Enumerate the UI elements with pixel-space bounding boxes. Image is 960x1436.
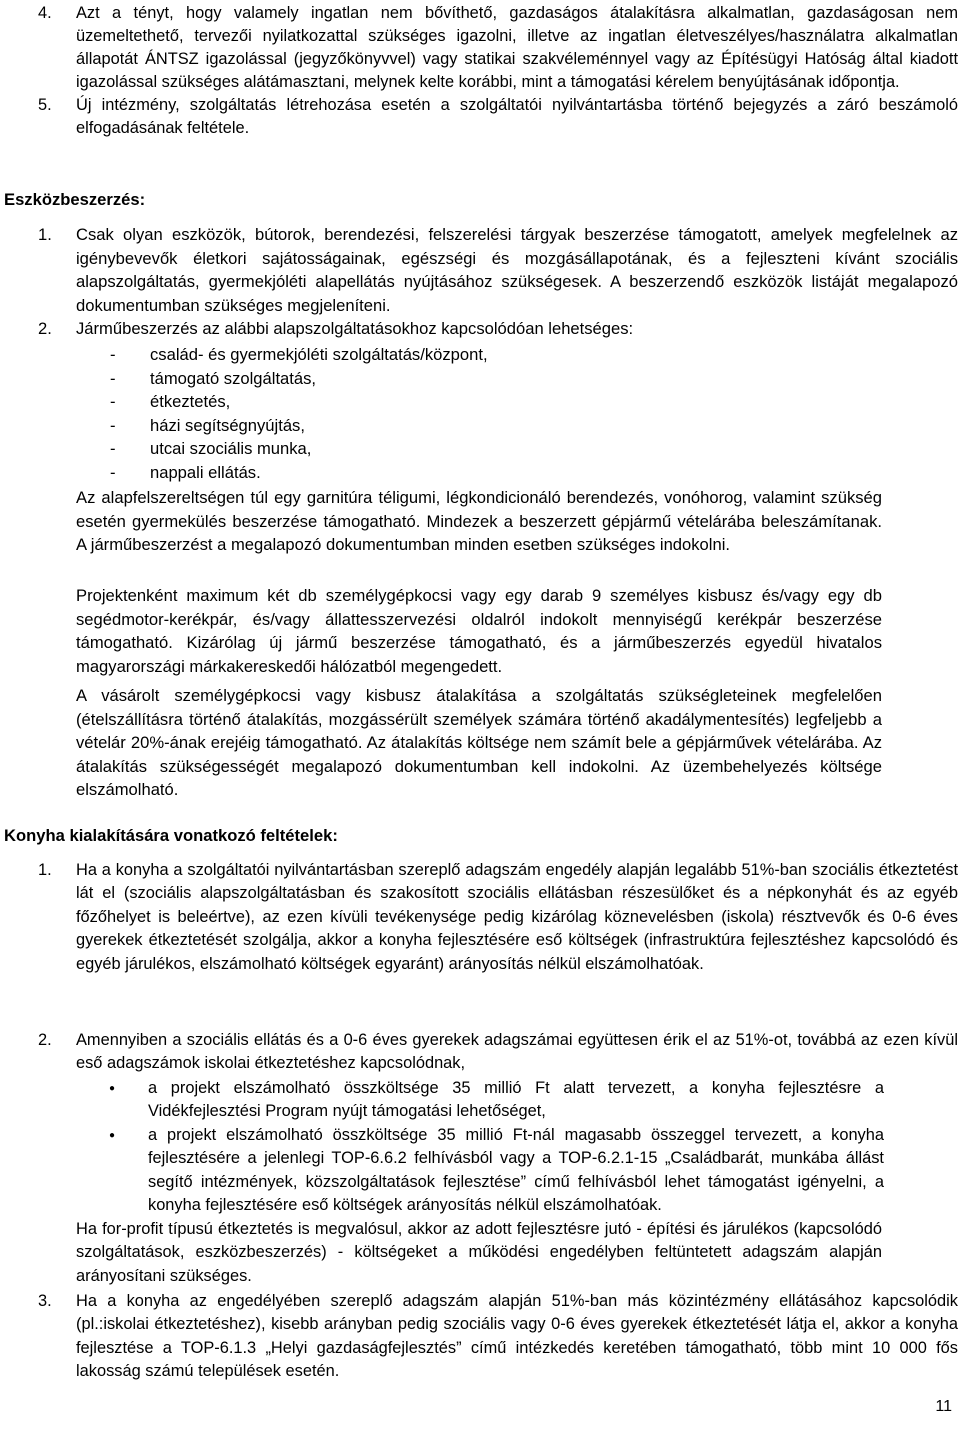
item-number: 3. <box>38 1292 52 1310</box>
vehicle-paragraph-2: Projektenként maximum két db személygépkocsi vagy egy darab 9 személyes kisbusz és/vagy egy db segédmotor-kerékpár, és/vagy állattesszervezési oldalról indokolt mennyiségű kerékpár beszerzése támogatható. Kizárólag új jármű beszerzése támogatható, és a járműbeszerzés egyedül hivatalos magyarországi márkakereskedői hálózatból megengedett. <box>76 586 882 676</box>
item-text: Járműbeszerzés az alábbi alapszolgáltatásokhoz kapcsolódóan lehetséges: <box>76 319 634 339</box>
item-body <box>76 317 960 341</box>
list-item <box>0 223 960 317</box>
item-number: 5. <box>38 96 52 114</box>
vehicle-paragraph-3: A vásárolt személygépkocsi vagy kisbusz átalakítása a szolgáltatás szükségleteinek megfelelően (ételszállításra történő átalakítás, mozgássérült személyek számára történő akadálymentesítés) legfeljebb a vételár 20%-ának erejéig támogatható. Az átalakítás költsége nem számít bele a gépjárművek vételárába. Az átalakítás szükségességét megalapozó dokumentumban kell indokolni. Az üzembehelyezés költsége elszámolható. <box>76 686 882 800</box>
vehicle-paragraph-1: Az alapfelszereltségen túl egy garnitúra téligumi, légkondicionáló berendezés, vonóhorog, valamint szükség esetén gyermekülés beszerzése támogatható. Mindezek a beszerzett gépjármű vételárába beleszámítanak. A járműbeszerzést a megalapozó dokumentumban minden esetben szükséges indokolni. <box>76 488 882 555</box>
top-numbered-list <box>0 2 960 140</box>
list-item: ● a projekt elszámolható összköltsége 35 millió Ft-nál magasabb összeggel tervezett, a konyha fejlesztésére a jelenlegi TOP-6.6.2 felhívásból vagy a TOP-6.2.1-15 „Családbarát, munkába állást segítő intézmények, közszolgáltatások fejlesztése” című felhívásból lehet támogatást igényelni, a konyha fejlesztésére eső költségek arányosítás nélkül elszámolhatóak. <box>76 1124 884 1218</box>
eszkoz-numbered-list <box>0 223 960 341</box>
item-text: Csak olyan eszközök, bútorok, berendezési, felszerelési tárgyak beszerzése támogatott, amelyek megfelelnek az igénybevevők életkori sajátosságainak, egészségi és mozgásállapotának, és a fejleszteni kívánt szociális alapszolgáltatás, gyermekjóléti alapellátás nyújtásához szükségesek. A beszerzendő eszközök listáját megalapozó dokumentumban szükséges megjeleníteni. <box>76 225 958 315</box>
konyha-numbered-list <box>0 859 960 976</box>
konyha-item-2-followup: Ha for-profit típusú étkeztetés is megvalósul, akkor az adott fejlesztésre jutó - építési és járulékos (kapcsolódó szolgáltatások, eszközbeszerzés) - költségeket a működési engedélyben feltüntetett adagszám alapján arányosítani szükséges. <box>76 1220 882 1285</box>
item-text: Azt a tényt, hogy valamely ingatlan nem bővíthető, gazdaságos átalakításra alkalmatlan, gazdaságosan nem üzemeltethető, tervezői nyilatkozattal szükséges igazolni, illetve az ingatlan életveszélyes/használatra alkalmatlan állapotát ÁNTSZ igazolással (jegyzőkönyvvel) vagy statikai szakvéleménnyel vagy az Építésügyi Hatóság által kiadott igazolással szükséges alátámasztani, melynek kelte korábbi, mint a támogatási kérelem benyújtásának időpontja. <box>76 4 958 91</box>
item-text: Új intézmény, szolgáltatás létrehozása esetén a szolgáltatói nyilvántartásba történő bejegyzés a záró beszámoló elfogadásának feltétele. <box>76 96 958 137</box>
page-number: 11 <box>935 1398 952 1415</box>
bullet-icon: ● <box>108 1083 116 1094</box>
item-number: 2. <box>38 1031 52 1049</box>
list-item: - nappali ellátás. <box>110 462 261 482</box>
section-heading-eszkozbeszerzes: Eszközbeszerzés: <box>4 190 146 209</box>
list-item: - család- és gyermekjóléti szolgáltatás/központ, <box>110 345 488 364</box>
vehicle-service-list <box>0 343 960 485</box>
item-text: Ha a konyha a szolgáltatói nyilvántartásban szereplő adagszám engedély alapján legalább 51%-ban szociális étkeztetést lát el (szociális alapszolgáltatásban és szakosított szociális ellátásban részesülőket és a népkonyhát és az egyéb főzőhelyet is beleértve), az ezen kívüli tevékenysége pedig kizárólag köznevelésben (iskola) résztvevők és 0-6 éves gyerekek étkeztetését szolgálja, akkor a konyha fejlesztésére eső költségek (infrastruktúra fejlesztéshez kapcsolódó és egyéb járulékos, elszámolható költségek egyaránt) arányosítás nélkül elszámolhatóak. <box>76 861 958 973</box>
item-number: 4. <box>38 4 52 22</box>
list-item <box>0 94 960 140</box>
list-item: ● a projekt elszámolható összköltsége 35 millió Ft alatt tervezett, a konyha fejlesztésre a Vidékfejlesztési Program nyújt támogatási lehetőséget, <box>76 1077 884 1124</box>
konyha-item-3 <box>0 1290 960 1384</box>
item-number: 2. <box>38 319 52 339</box>
section-heading-konyha: Konyha kialakítására vonatkozó feltételek: <box>4 826 338 845</box>
konyha-item-2 <box>0 1029 960 1076</box>
item-number: 1. <box>38 225 52 244</box>
list-item <box>0 2 960 94</box>
list-item: - utcai szociális munka, <box>110 439 312 459</box>
konyha-bullet-list <box>0 1077 884 1217</box>
list-item: - étkeztetés, <box>110 392 231 412</box>
item-number: 1. <box>38 861 52 879</box>
item-text: Amennyiben a szociális ellátás és a 0-6 éves gyerekek adagszámai együttesen érik el az 51%-ot, továbbá az ezen kívül eső adagszámok iskolai étkeztetéshez kapcsolódnak, <box>76 1031 958 1073</box>
list-item <box>0 1029 960 1076</box>
list-item <box>0 317 960 341</box>
list-item <box>0 859 960 976</box>
list-item: - támogató szolgáltatás, <box>110 368 317 388</box>
list-item: - házi segítségnyújtás, <box>110 415 305 435</box>
list-item <box>0 1290 960 1384</box>
item-text: Ha a konyha az engedélyében szereplő adagszám alapján 51%-ban más közintézmény ellátásához kapcsolódik (pl.:iskolai étkeztetéshez), kisebb arányban pedig szociális vagy 0-6 éves gyerekek étkeztetését látja el, akkor a konyha fejlesztése a TOP-6.1.3 „Helyi gazdaságfejlesztés” című intézkedés keretében támogatható, több mint 10 000 fős lakosság számú települések esetén. <box>76 1292 958 1381</box>
bullet-icon: ● <box>108 1129 116 1141</box>
